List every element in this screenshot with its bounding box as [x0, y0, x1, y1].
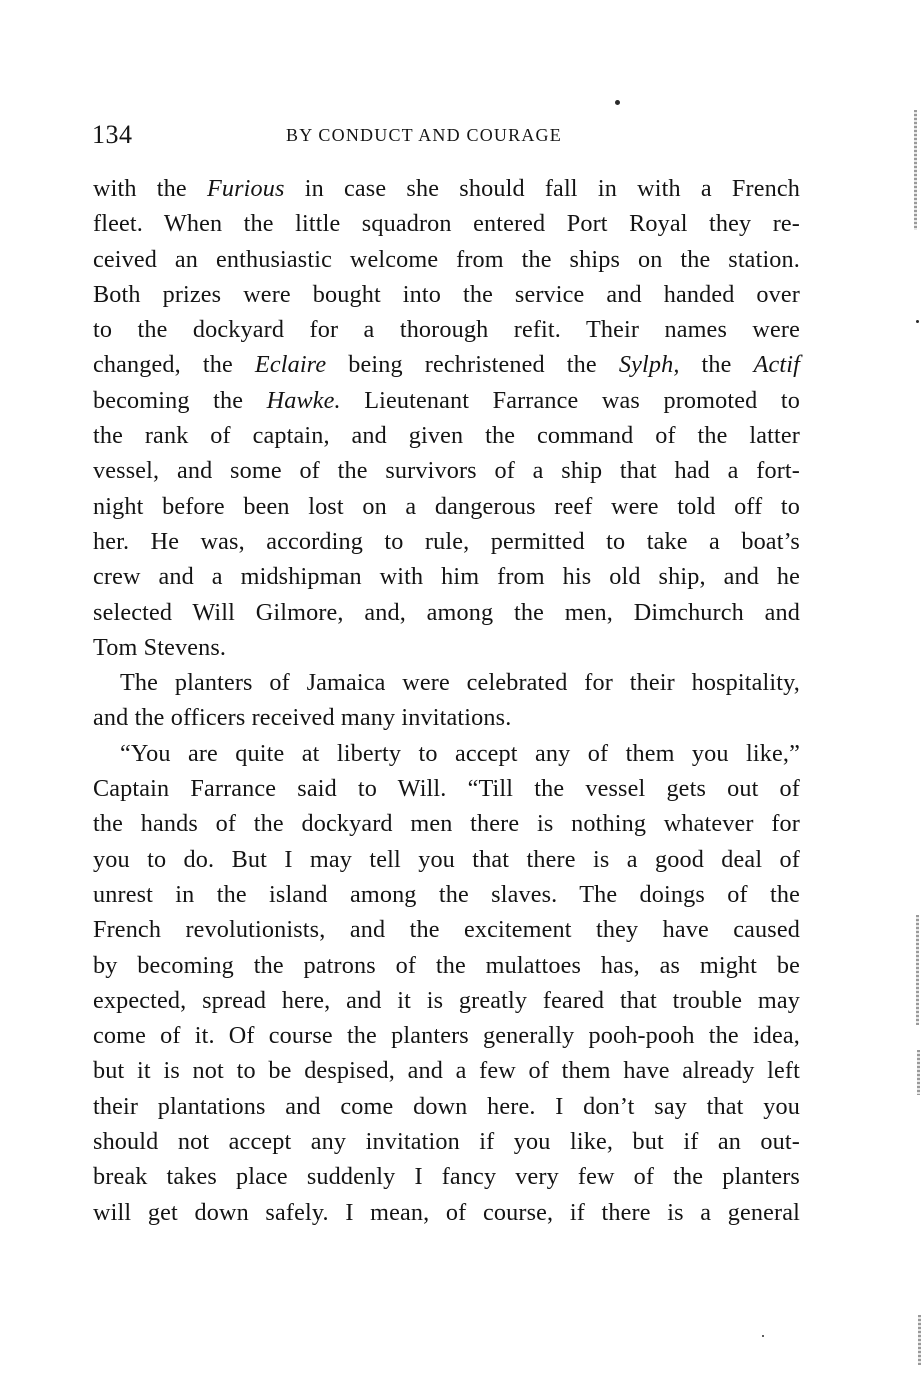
text-line: night before been lost on a dangerous reef were told off to: [93, 492, 800, 520]
page-number: 134: [92, 120, 133, 149]
body-text: [93, 171, 800, 1230]
text-line: ceived an enthusiastic welcome from the ships on the station.: [93, 245, 800, 273]
text-line: Tom Stevens.: [93, 633, 227, 661]
text-line: expected, spread here, and it is greatly feared that trouble may: [93, 986, 800, 1014]
scan-speck: [916, 320, 919, 323]
text-line: to the dockyard for a thorough refit. Their names were: [93, 316, 800, 344]
text-line: but it is not to be despised, and a few of them have already left: [93, 1057, 800, 1085]
text-line: changed, the Eclaire being rechristened the Sylph, the Actif: [93, 351, 800, 379]
text-line: Both prizes were bought into the service and handed over: [93, 280, 800, 308]
text-line: becoming the Hawke. Lieutenant Farrance was promoted to: [93, 386, 800, 414]
text-line: will get down safely. I mean, of course, if there is a general: [93, 1198, 800, 1226]
text-line: vessel, and some of the survivors of a ship that had a fort-: [93, 457, 800, 485]
scan-edge-mark: [916, 915, 919, 1025]
text-line: the hands of the dockyard men there is nothing whatever for: [93, 810, 800, 838]
text-line: should not accept any invitation if you like, but if an out-: [93, 1128, 800, 1156]
text-line: The planters of Jamaica were celebrated for their hospitality,: [120, 669, 800, 697]
text-line: you to do. But I may tell you that there is a good deal of: [93, 845, 800, 873]
scan-edge-mark: [914, 110, 917, 230]
scan-speck: [762, 1335, 764, 1337]
text-line: their plantations and come down here. I don’t say that you: [93, 1092, 800, 1120]
text-line: selected Will Gilmore, and, among the men, Dimchurch and: [93, 598, 800, 626]
text-line: come of it. Of course the planters generally pooh-pooh the idea,: [93, 1022, 800, 1050]
text-line: crew and a midshipman with him from his old ship, and he: [93, 563, 800, 591]
text-line: Captain Farrance said to Will. “Till the vessel gets out of: [93, 775, 800, 803]
text-line: and the officers received many invitations.: [93, 704, 512, 732]
book-title: BY CONDUCT AND COURAGE: [286, 125, 562, 145]
scan-speck: [615, 100, 620, 105]
text-line: “You are quite at liberty to accept any of them you like,”: [120, 739, 800, 767]
scan-edge-mark: [918, 1315, 921, 1365]
text-line: her. He was, according to rule, permitted to take a boat’s: [93, 527, 800, 555]
text-line: French revolutionists, and the excitement they have caused: [93, 916, 800, 944]
text-line: break takes place suddenly I fancy very few of the planters: [93, 1163, 800, 1191]
text-line: with the Furious in case she should fall in with a French: [93, 175, 801, 202]
text-line: the rank of captain, and given the command of the latter: [93, 422, 800, 450]
scan-edge-mark: [917, 1050, 920, 1095]
running-head: [92, 120, 612, 154]
text-line: fleet. When the little squadron entered Port Royal they re-: [93, 210, 800, 238]
text-line: unrest in the island among the slaves. The doings of the: [93, 880, 800, 908]
text-line: by becoming the patrons of the mulattoes has, as might be: [93, 951, 800, 979]
